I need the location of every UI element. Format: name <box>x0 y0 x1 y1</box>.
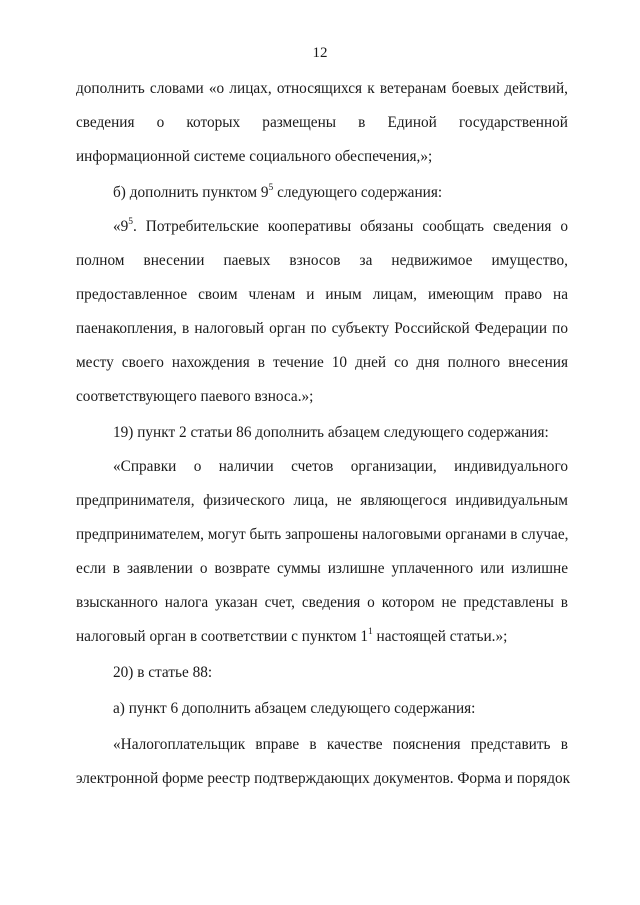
superscript: 5 <box>268 183 274 193</box>
text-line: налоговый орган в соответствии с пунктом $1^1$ настоящей статьи.»; <box>76 627 508 645</box>
text-line: сведения о которых размещены в Единой государственной <box>76 114 568 131</box>
text-line: предоставленное своим членам и иным лицам, имеющим право на <box>76 286 568 303</box>
text-line: паенакопления, в налоговый орган по субъекту Российской Федерации по <box>76 320 568 337</box>
text-line: полном внесении паевых взносов за недвижимое имущество, <box>76 252 568 269</box>
text-line: если в заявлении о возврате суммы излишне уплаченного или излишне <box>76 560 568 577</box>
text-line: предпринимателем, могут быть запрошены налоговыми органами в случае, <box>76 526 569 543</box>
superscript: 5 <box>128 217 134 227</box>
text-line: предпринимателя, физического лица, не являющегося индивидуальным <box>76 492 568 509</box>
superscript: 1 <box>367 627 373 637</box>
page-number: 12 <box>312 45 328 61</box>
text-line: 19) пункт 2 статьи 86 дополнить абзацем следующего содержания: <box>113 424 549 441</box>
text-line: «$9^5$. Потребительские кооперативы обязаны сообщать сведения о <box>113 217 568 235</box>
text-line: а) пункт 6 дополнить абзацем следующего содержания: <box>113 700 476 717</box>
text-line: «Справки о наличии счетов организации, индивидуального <box>113 458 568 475</box>
text-line: «Налогоплательщик вправе в качестве пояснения представить в <box>113 736 568 753</box>
text-line: б) дополнить пунктом $9^5$ следующего содержания: <box>113 183 443 201</box>
text-line: взысканного налога указан счет, сведения о котором не представлены в <box>76 594 568 611</box>
text-line: информационной системе социального обеспечения,»; <box>76 148 433 165</box>
text-line: соответствующего паевого взноса.»; <box>76 388 314 405</box>
text-line: 20) в статье 88: <box>113 664 213 681</box>
text-line: месту своего нахождения в течение 10 дней со дня полного внесения <box>76 354 568 371</box>
text-line: электронной форме реестр подтверждающих документов. Форма и порядок <box>76 770 571 787</box>
text-line: дополнить словами «о лицах, относящихся к ветеранам боевых действий, <box>76 80 568 97</box>
